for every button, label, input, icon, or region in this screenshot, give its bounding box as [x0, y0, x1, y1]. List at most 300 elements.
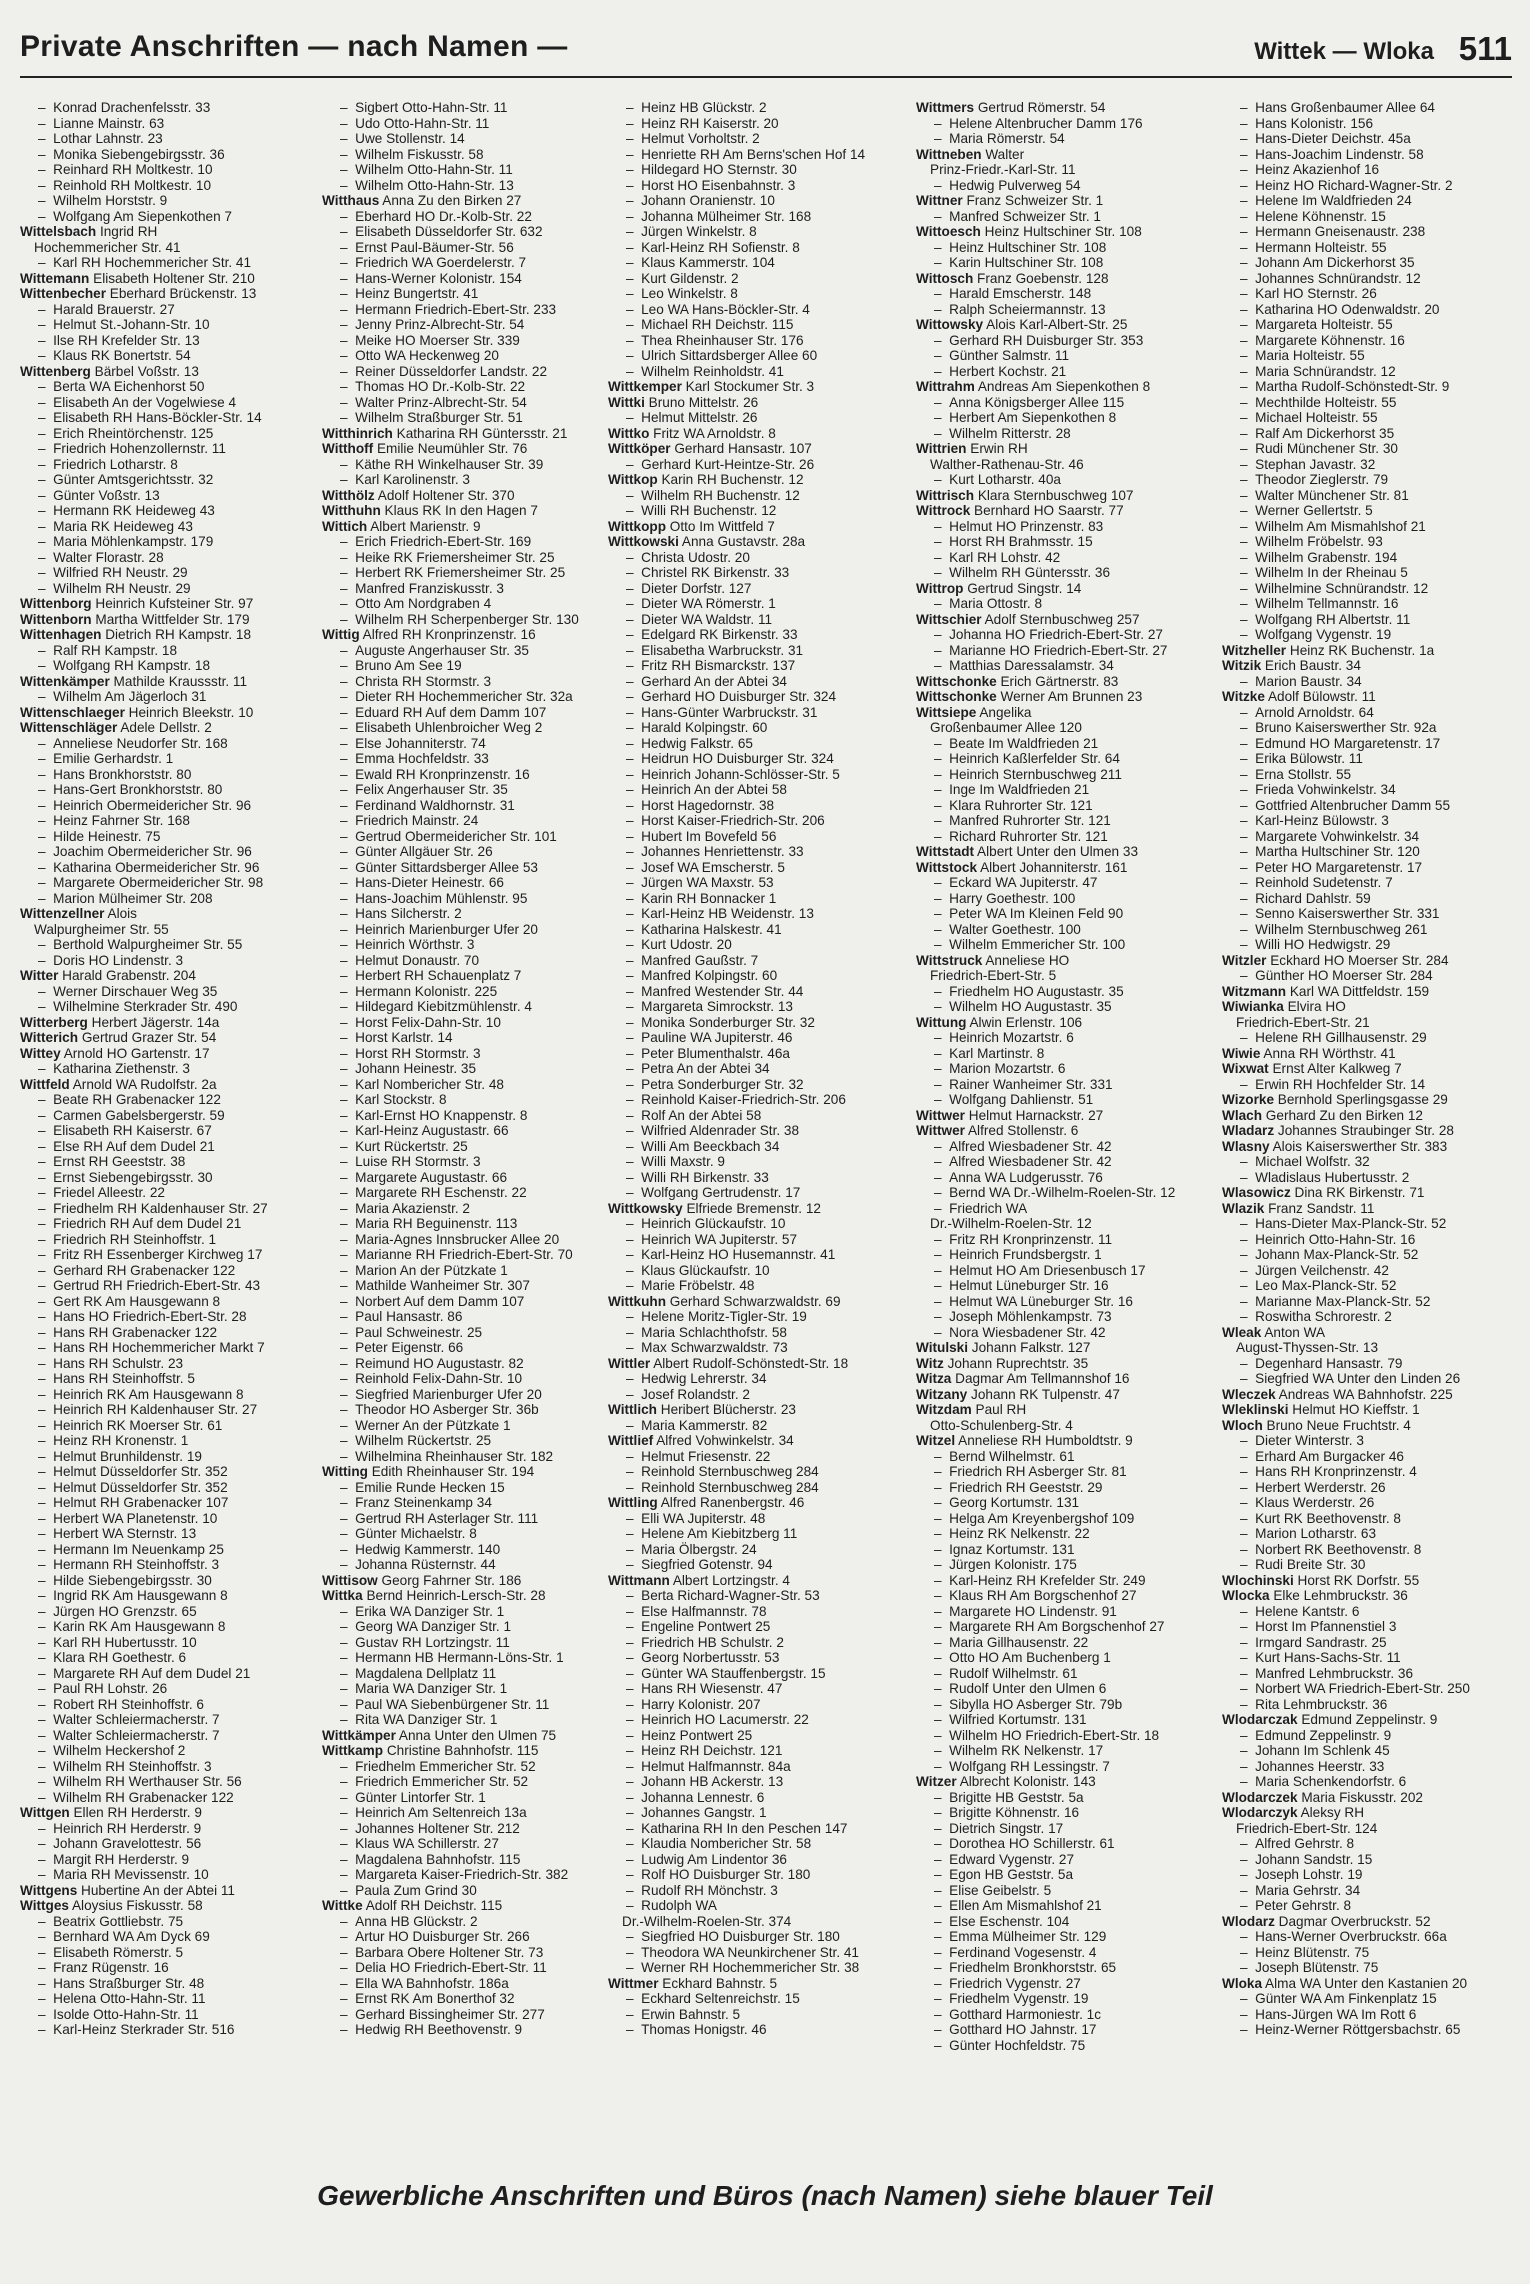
listing-entry: – Helmut HO Am Driesenbusch 17: [916, 1263, 1206, 1279]
listing-entry: – Klaus Glückaufstr. 10: [608, 1263, 898, 1279]
surname-entry: Wittkemper Karl Stockumer Str. 3: [608, 379, 815, 394]
listing-entry: – Hans RH Steinhoffstr. 5: [20, 1371, 310, 1387]
listing-entry: – Friedrich Vygenstr. 27: [916, 1976, 1206, 1992]
listing-entry: – Ernst RK Am Bonerthof 32: [322, 1991, 612, 2007]
surname-entry: Witzheller Heinz RK Buchenstr. 1a: [1222, 642, 1435, 658]
listing-entry: – Magdalena Dellplatz 11: [322, 1666, 612, 1682]
listing-entry: – Wilhelm Fröbelstr. 93: [1222, 534, 1512, 550]
listing-entry: – Horst Karlstr. 14: [322, 1030, 612, 1046]
listing-entry: – Alfred Wiesbadener Str. 42: [916, 1139, 1206, 1155]
listing-entry: – Siegfried Marienburger Ufer 20: [322, 1387, 612, 1403]
listing-entry: – Friedrich WA: [916, 1201, 1206, 1217]
surname-entry: Wlocka Elke Lehmbruckstr. 36: [1222, 1588, 1408, 1603]
listing-entry: – Manfred Schweizer Str. 1: [916, 209, 1206, 225]
listing-continuation: Friedrich-Ebert-Str. 21: [1236, 1014, 1370, 1030]
listing-entry: – Helmut Friesenstr. 22: [608, 1449, 898, 1465]
listing-entry: – Wilhelm Rückertstr. 25: [322, 1433, 612, 1449]
listing-entry: – Helmut Lüneburger Str. 16: [916, 1278, 1206, 1294]
listing-entry: – Manfred Kolpingstr. 60: [608, 968, 898, 984]
listing-continuation: Otto-Schulenberg-Str. 4: [930, 1417, 1073, 1433]
listing-entry: – Josef WA Emscherstr. 5: [608, 860, 898, 876]
listing-entry: – Karin RK Am Hausgewann 8: [20, 1619, 310, 1635]
listing-entry: – Marianne Max-Planck-Str. 52: [1222, 1294, 1512, 1310]
listing-entry: – Siegfried HO Duisburger Str. 180: [608, 1929, 898, 1945]
surname-entry: Wittling Alfred Ranenbergstr. 46: [608, 1495, 805, 1510]
listing-entry: – Wilhelm Emmericher Str. 100: [916, 937, 1206, 953]
listing-entry: – Hedwig Falkstr. 65: [608, 736, 898, 752]
listing-entry: – Ernst Paul-Bäumer-Str. 56: [322, 240, 612, 256]
surname-entry: Wittlief Alfred Vohwinkelstr. 34: [608, 1433, 794, 1448]
listing-entry: – Artur HO Duisburger Str. 266: [322, 1929, 612, 1945]
listing-entry: – Willi Am Beeckbach 34: [608, 1139, 898, 1155]
listing-entry: – Ignaz Kortumstr. 131: [916, 1542, 1206, 1558]
listing-entry: – Wilhelm Reinholdstr. 41: [608, 364, 898, 380]
listing-entry: – Dorothea HO Schillerstr. 61: [916, 1836, 1206, 1852]
listing-entry: – Bernd Wilhelmstr. 61: [916, 1449, 1206, 1465]
listing-entry: – Gerhard Kurt-Heintze-Str. 26: [608, 457, 898, 473]
listing-entry: – Friedrich RH Auf dem Dudel 21: [20, 1216, 310, 1232]
listing-entry: – Theodor Zieglerstr. 79: [1222, 472, 1512, 488]
listing-entry: – Monika Siebengebirgsstr. 36: [20, 147, 310, 163]
listing-entry: – Heinz-Werner Röttgersbachstr. 65: [1222, 2022, 1512, 2038]
listing-entry: – Reinhold RH Moltkestr. 10: [20, 178, 310, 194]
listing-entry: – Erich Friedrich-Ebert-Str. 169: [322, 534, 612, 550]
surname-entry: Wlach Gerhard Zu den Birken 12: [1222, 1107, 1423, 1123]
listing-entry: – Hermann Gneisenaustr. 238: [1222, 224, 1512, 240]
listing-entry: – Peter Gehrstr. 8: [1222, 1898, 1512, 1914]
listing-entry: – Friedhelm Emmericher Str. 52: [322, 1759, 612, 1775]
listing-entry: – Heinz Blütenstr. 75: [1222, 1945, 1512, 1961]
listing-entry: – Klaus Kammerstr. 104: [608, 255, 898, 271]
listing-entry: – Fritz RH Kronprinzenstr. 11: [916, 1232, 1206, 1248]
listing-entry: – Sigbert Otto-Hahn-Str. 11: [322, 100, 612, 116]
listing-entry: – Klaus RK Bonertstr. 54: [20, 348, 310, 364]
listing-entry: – Hans RH Hochemmericher Markt 7: [20, 1340, 310, 1356]
listing-entry: – Walter Schleiermacherstr. 7: [20, 1728, 310, 1744]
listing-entry: – Karl Nombericher Str. 48: [322, 1077, 612, 1093]
listing-entry: – Heinrich Kaßlerfelder Str. 64: [916, 751, 1206, 767]
listing-entry: – Karl-Heinz HB Weidenstr. 13: [608, 906, 898, 922]
listing-entry: – Helmut Donaustr. 70: [322, 953, 612, 969]
listing-entry: – Herbert Kochstr. 21: [916, 364, 1206, 380]
surname-entry: Wittey Arnold HO Gartenstr. 17: [20, 1045, 210, 1061]
listing-entry: – Helmut HO Prinzenstr. 83: [916, 519, 1206, 535]
listing-entry: – Wolfgang Am Siepenkothen 7: [20, 209, 310, 225]
surname-entry: Wittkop Karin RH Buchenstr. 12: [608, 472, 804, 487]
listing-entry: – Inge Im Waldfrieden 21: [916, 782, 1206, 798]
listing-entry: – Heinz RK Nelkenstr. 22: [916, 1526, 1206, 1542]
listing-entry: – Horst Kaiser-Friedrich-Str. 206: [608, 813, 898, 829]
surname-entry: Witulski Johann Falkstr. 127: [916, 1340, 1091, 1355]
listing-entry: – Marianne RH Friedrich-Ebert-Str. 70: [322, 1247, 612, 1263]
listing-entry: – Marion Lotharstr. 63: [1222, 1526, 1512, 1542]
listing-entry: – Friedrich RH Geeststr. 29: [916, 1480, 1206, 1496]
listing-entry: – Magdalena Bahnhofstr. 115: [322, 1852, 612, 1868]
listing-entry: – Helmut Mittelstr. 26: [608, 410, 898, 426]
listing-entry: – Georg WA Danziger Str. 1: [322, 1619, 612, 1635]
listing-entry: – Erika Bülowstr. 11: [1222, 751, 1512, 767]
listing-entry: – Mechthilde Holteistr. 55: [1222, 395, 1512, 411]
surname-entry: Wittenschläger Adele Dellstr. 2: [20, 720, 212, 735]
listing-entry: – Emma Mülheimer Str. 129: [916, 1929, 1206, 1945]
listing-entry: – Willi HO Hedwigstr. 29: [1222, 937, 1512, 953]
listing-entry: – Klara RH Goethestr. 6: [20, 1650, 310, 1666]
listing-entry: – Brigitte Köhnenstr. 16: [916, 1805, 1206, 1821]
listing-entry: – Heinz HO Richard-Wagner-Str. 2: [1222, 178, 1512, 194]
listing-entry: – Hans-Dieter Deichstr. 45a: [1222, 131, 1512, 147]
surname-entry: Wittkuhn Gerhard Schwarzwaldstr. 69: [608, 1293, 841, 1309]
listing-entry: – Heinz RH Kaiserstr. 20: [608, 116, 898, 132]
listing-entry: – Hermann Im Neuenkamp 25: [20, 1542, 310, 1558]
listing-entry: – Margareta Simrockstr. 13: [608, 999, 898, 1015]
listing-entry: – Hans RH Schulstr. 23: [20, 1356, 310, 1372]
listing-entry: – Maria RH Beguinenstr. 113: [322, 1216, 612, 1232]
surname-entry: Wittsiepe Angelika: [916, 704, 1032, 720]
listing-entry: – Willi Maxstr. 9: [608, 1154, 898, 1170]
surname-entry: Witzany Johann RK Tulpenstr. 47: [916, 1386, 1120, 1402]
listing-entry: – Elisabeth An der Vogelwiese 4: [20, 395, 310, 411]
listing-entry: – Wilhelm Horststr. 9: [20, 193, 310, 209]
listing-entry: – Rudolf Unter den Ulmen 6: [916, 1681, 1206, 1697]
listing-entry: – Heinz Fahrner Str. 168: [20, 813, 310, 829]
listing-entry: – Manfred Gaußstr. 7: [608, 953, 898, 969]
listing-entry: – Margit RH Herderstr. 9: [20, 1852, 310, 1868]
listing-entry: – Gustav RH Lortzingstr. 11: [322, 1635, 612, 1651]
listing-entry: – Gertrud Obermeidericher Str. 101: [322, 829, 612, 845]
listing-entry: – Christa RH Stormstr. 3: [322, 674, 612, 690]
listing-entry: – Franz Rügenstr. 16: [20, 1960, 310, 1976]
listing-entry: – Friedrich RH Asberger Str. 81: [916, 1464, 1206, 1480]
surname-entry: Wittgen Ellen RH Herderstr. 9: [20, 1805, 202, 1820]
listing-entry: – Katharina RH In den Peschen 147: [608, 1821, 898, 1837]
listing-entry: – Walter Goethestr. 100: [916, 922, 1206, 938]
listing-entry: – Reimund HO Augustastr. 82: [322, 1356, 612, 1372]
listing-entry: – Hans HO Friedrich-Ebert-Str. 28: [20, 1309, 310, 1325]
listing-entry: – Elisabeth Römerstr. 5: [20, 1945, 310, 1961]
listing-entry: – Paul WA Siebenbürgener Str. 11: [322, 1697, 612, 1713]
listing-entry: – Josef Rolandstr. 2: [608, 1387, 898, 1403]
listing-entry: – Margarete Augustastr. 66: [322, 1170, 612, 1186]
listing-entry: – Wilhelm Otto-Hahn-Str. 13: [322, 178, 612, 194]
listing-entry: – Friedrich Lotharstr. 8: [20, 457, 310, 473]
listing-entry: – Marion An der Pützkate 1: [322, 1263, 612, 1279]
surname-entry: Wittmer Eckhard Bahnstr. 5: [608, 1975, 778, 1991]
listing-entry: – Günter Sittardsberger Allee 53: [322, 860, 612, 876]
listing-entry: – Eckhard Seltenreichstr. 15: [608, 1991, 898, 2007]
listing-entry: – Michael Holteistr. 55: [1222, 410, 1512, 426]
listing-entry: – Christel RK Birkenstr. 33: [608, 565, 898, 581]
listing-continuation: Großenbaumer Allee 120: [930, 720, 1082, 735]
listing-entry: – Edmund HO Margaretenstr. 17: [1222, 736, 1512, 752]
listing-entry: – Wolfgang RH Lessingstr. 7: [916, 1759, 1206, 1775]
listing-entry: – Beate Im Waldfrieden 21: [916, 736, 1206, 752]
surname-entry: Witthuhn Klaus RK In den Hagen 7: [322, 503, 538, 518]
surname-entry: Wittwer Alfred Stollenstr. 6: [916, 1123, 1079, 1138]
surname-entry: Wlodarz Dagmar Overbruckstr. 52: [1222, 1913, 1431, 1929]
listing-entry: – Emilie Gerhardstr. 1: [20, 751, 310, 767]
listing-entry: – Emma Hochfeldstr. 33: [322, 751, 612, 767]
listing-entry: – Jürgen Kolonistr. 175: [916, 1557, 1206, 1573]
listing-entry: – Helga Am Kreyenbergshof 109: [916, 1511, 1206, 1527]
surname-entry: Wizorke Bernhold Sperlingsgasse 29: [1222, 1092, 1448, 1107]
listing-entry: – Hans Kolonistr. 156: [1222, 116, 1512, 132]
listing-entry: – Georg Norbertusstr. 53: [608, 1650, 898, 1666]
listing-entry: – Meike HO Moerser Str. 339: [322, 333, 612, 349]
listing-entry: – Erwin Bahnstr. 5: [608, 2007, 898, 2023]
listing-entry: – Wilhelm In der Rheinau 5: [1222, 565, 1512, 581]
listing-entry: – Günter Voßstr. 13: [20, 488, 310, 504]
surname-entry: Wittschonke Erich Gärtnerstr. 83: [916, 673, 1119, 689]
listing-entry: – Margarete RH Am Borgschenhof 27: [916, 1619, 1206, 1635]
listing-entry: – Friedrich RH Steinhoffstr. 1: [20, 1232, 310, 1248]
listing-entry: – Lianne Mainstr. 63: [20, 116, 310, 132]
listing-entry: – Helmut RH Grabenacker 107: [20, 1495, 310, 1511]
listing-entry: – Maria Gehrstr. 34: [1222, 1883, 1512, 1899]
listing-entry: – Thomas HO Dr.-Kolb-Str. 22: [322, 379, 612, 395]
listing-entry: – Werner RH Hochemmericher Str. 38: [608, 1960, 898, 1976]
listing-entry: – Wilhelm RH Buchenstr. 12: [608, 488, 898, 504]
surname-entry: Wittosch Franz Goebenstr. 128: [916, 270, 1109, 286]
listing-entry: – Klaus Werderstr. 26: [1222, 1495, 1512, 1511]
listing-entry: – Günter WA Am Finkenplatz 15: [1222, 1991, 1512, 2007]
listing-entry: – Gerhard RH Duisburger Str. 353: [916, 333, 1206, 349]
listing-entry: – Maria Holteistr. 55: [1222, 348, 1512, 364]
listing-entry: – Matthias Daressalamstr. 34: [916, 658, 1206, 674]
listing-entry: – Paul Schweinestr. 25: [322, 1325, 612, 1341]
listing-entry: – Wilhelm Ritterstr. 28: [916, 426, 1206, 442]
listing-entry: – Wilhelm Sternbuschweg 261: [1222, 922, 1512, 938]
listing-entry: – Maria Gillhausenstr. 22: [916, 1635, 1206, 1651]
listing-entry: – Siegfried Gotenstr. 94: [608, 1557, 898, 1573]
listing-entry: – Ralf RH Kampstr. 18: [20, 643, 310, 659]
listing-entry: – Sibylla HO Asberger Str. 79b: [916, 1697, 1206, 1713]
listing-entry: – Helene Am Kiebitzberg 11: [608, 1526, 898, 1542]
listing-entry: – Hans-Gert Bronkhorststr. 80: [20, 782, 310, 798]
listing-entry: – Maria Ölbergstr. 24: [608, 1542, 898, 1558]
listing-entry: – Karl-Heinz Bülowstr. 3: [1222, 813, 1512, 829]
surname-entry: Wlodarczak Edmund Zeppelinstr. 9: [1222, 1712, 1438, 1727]
listing-entry: – Harald Brauerstr. 27: [20, 302, 310, 318]
listing-entry: – Heinrich Glückaufstr. 10: [608, 1216, 898, 1232]
listing-entry: – Rainer Wanheimer Str. 331: [916, 1077, 1206, 1093]
surname-entry: Wittstadt Albert Unter den Ulmen 33: [916, 844, 1138, 859]
listing-entry: – Robert RH Steinhoffstr. 6: [20, 1697, 310, 1713]
listing-entry: – Wilhelm RH Steinhoffstr. 3: [20, 1759, 310, 1775]
listing-entry: – Heinz RH Deichstr. 121: [608, 1743, 898, 1759]
listing-entry: – Ulrich Sittardsberger Allee 60: [608, 348, 898, 364]
listing-entry: – Margareta Kaiser-Friedrich-Str. 382: [322, 1867, 612, 1883]
listing-entry: – Heidrun HO Duisburger Str. 324: [608, 751, 898, 767]
listing-entry: – Horst RH Brahmsstr. 15: [916, 534, 1206, 550]
surname-entry: Wittenborg Heinrich Kufsteiner Str. 97: [20, 596, 254, 611]
listing-entry: – Helene RH Gillhausenstr. 29: [1222, 1030, 1512, 1046]
listing-entry: – Harry Goethestr. 100: [916, 891, 1206, 907]
listing-entry: – Jürgen Veilchenstr. 42: [1222, 1263, 1512, 1279]
listing-entry: – Paul Hansastr. 86: [322, 1309, 612, 1325]
listing-entry: – Otto Am Nordgraben 4: [322, 596, 612, 612]
listing-entry: – Else Eschenstr. 104: [916, 1914, 1206, 1930]
listing-entry: – Thomas Honigstr. 46: [608, 2022, 898, 2038]
surname-entry: Wittköper Gerhard Hansastr. 107: [608, 441, 812, 456]
listing-entry: – Norbert RK Beethovenstr. 8: [1222, 1542, 1512, 1558]
listing-entry: – Lothar Lahnstr. 23: [20, 131, 310, 147]
listing-entry: – Gertrud RH Friedrich-Ebert-Str. 43: [20, 1278, 310, 1294]
listing-entry: – Herbert RH Schauenplatz 7: [322, 968, 612, 984]
listing-entry: – Reinhold Felix-Dahn-Str. 10: [322, 1371, 612, 1387]
listing-entry: – Heinz Pontwert 25: [608, 1728, 898, 1744]
listing-entry: – Henriette RH Am Berns'schen Hof 14: [608, 147, 898, 163]
listing-entry: – Isolde Otto-Hahn-Str. 11: [20, 2007, 310, 2023]
listing-entry: – Hermann HB Hermann-Löns-Str. 1: [322, 1650, 612, 1666]
surname-entry: Witthoff Emilie Neumühler Str. 76: [322, 441, 528, 456]
listing-entry: – Walter Prinz-Albrecht-Str. 54: [322, 395, 612, 411]
surname-entry: Wittke Adolf RH Deichstr. 115: [322, 1898, 503, 1913]
listing-entry: – Helmut St.-Johann-Str. 10: [20, 317, 310, 333]
listing-entry: – Wolfgang RH Albertstr. 11: [1222, 612, 1512, 628]
listing-entry: – Theodor HO Asberger Str. 36b: [322, 1402, 612, 1418]
listing-entry: – Paul RH Lohstr. 26: [20, 1681, 310, 1697]
listing-entry: – Senno Kaiserswerther Str. 331: [1222, 906, 1512, 922]
listing-entry: – Wolfgang RH Kampstr. 18: [20, 658, 310, 674]
surname-entry: Wittka Bernd Heinrich-Lersch-Str. 28: [322, 1588, 546, 1603]
listing-entry: – Käthe RH Winkelhauser Str. 39: [322, 457, 612, 473]
listing-entry: – Norbert Auf dem Damm 107: [322, 1294, 612, 1310]
surname-entry: Wittich Albert Marienstr. 9: [322, 518, 481, 534]
listing-entry: – Heinrich An der Abtei 58: [608, 782, 898, 798]
listing-entry: – Heinrich Otto-Hahn-Str. 16: [1222, 1232, 1512, 1248]
listing-entry: – Friedhelm Vygenstr. 19: [916, 1991, 1206, 2007]
surname-entry: Witthinrich Katharina RH Güntersstr. 21: [322, 425, 568, 441]
listing-entry: – Marianne HO Friedrich-Ebert-Str. 27: [916, 643, 1206, 659]
listing-entry: – Engeline Pontwert 25: [608, 1619, 898, 1635]
listing-entry: – Johanna Rüsternstr. 44: [322, 1557, 612, 1573]
listing-entry: – Martha Rudolf-Schönstedt-Str. 9: [1222, 379, 1512, 395]
listing-entry: – Reinhold Sternbuschweg 284: [608, 1464, 898, 1480]
listing-entry: – Friedrich Mainstr. 24: [322, 813, 612, 829]
listing-entry: – Hilde Siebengebirgsstr. 30: [20, 1573, 310, 1589]
listing-entry: – Siegfried WA Unter den Linden 26: [1222, 1371, 1512, 1387]
surname-entry: Wittenzellner Alois: [20, 906, 137, 921]
listing-entry: – Richard Dahlstr. 59: [1222, 891, 1512, 907]
listing-entry: – Katharina Ziethenstr. 3: [20, 1061, 310, 1077]
listing-entry: – Dietrich Singstr. 17: [916, 1821, 1206, 1837]
surname-entry: Wittki Bruno Mittelstr. 26: [608, 394, 759, 410]
listing-entry: – Friedrich WA Goerdelerstr. 7: [322, 255, 612, 271]
listing-entry: – Johanna HO Friedrich-Ebert-Str. 27: [916, 627, 1206, 643]
listing-entry: – Kurt Lotharstr. 40a: [916, 472, 1206, 488]
listing-entry: – Delia HO Friedrich-Ebert-Str. 11: [322, 1960, 612, 1976]
listing-entry: – Norbert WA Friedrich-Ebert-Str. 250: [1222, 1681, 1512, 1697]
listing-entry: – Petra Sonderburger Str. 32: [608, 1077, 898, 1093]
listing-entry: – Hans RH Wiesenstr. 47: [608, 1681, 898, 1697]
listing-entry: – Bernd WA Dr.-Wilhelm-Roelen-Str. 12: [916, 1185, 1206, 1201]
listing-entry: – Ewald RH Kronprinzenstr. 16: [322, 767, 612, 783]
listing-entry: – Reiner Düsseldorfer Landstr. 22: [322, 364, 612, 380]
surname-entry: Wittenberg Bärbel Voßstr. 13: [20, 363, 199, 379]
listing-entry: – Johannes Schnürandstr. 12: [1222, 271, 1512, 287]
listing-entry: – Anna Königsberger Allee 115: [916, 395, 1206, 411]
listing-entry: – Reinhard RH Moltkestr. 10: [20, 162, 310, 178]
listing-entry: – Wilhelm Am Jägerloch 31: [20, 689, 310, 705]
listing-entry: – Beate RH Grabenacker 122: [20, 1092, 310, 1108]
surname-entry: Wlazik Franz Sandstr. 11: [1222, 1200, 1375, 1216]
listing-entry: – Heinz Hultschiner Str. 108: [916, 240, 1206, 256]
listing-entry: – Horst Im Pfannenstiel 3: [1222, 1619, 1512, 1635]
surname-entry: Witthölz Adolf Holtener Str. 370: [322, 487, 515, 503]
surname-entry: Wittkowsky Elfriede Bremenstr. 12: [608, 1200, 821, 1216]
surname-entry: Wittenborn Martha Wittfelder Str. 179: [20, 611, 250, 627]
surname-entry: Witterberg Herbert Jägerstr. 14a: [20, 1014, 220, 1030]
listing-entry: – Maria Kammerstr. 82: [608, 1418, 898, 1434]
listing-entry: – Emilie Runde Hecken 15: [322, 1480, 612, 1496]
listing-entry: – Hermann RK Heideweg 43: [20, 503, 310, 519]
listing-entry: – Gotthard Harmoniestr. 1c: [916, 2007, 1206, 2023]
listing-entry: – Theodora WA Neunkirchener Str. 41: [608, 1945, 898, 1961]
listing-entry: – Konrad Drachenfelsstr. 33: [20, 100, 310, 116]
listing-entry: – Helmut Düsseldorfer Str. 352: [20, 1480, 310, 1496]
surname-entry: Wittler Albert Rudolf-Schönstedt-Str. 18: [608, 1355, 849, 1371]
listing-entry: – Maria Schenkendorfstr. 6: [1222, 1774, 1512, 1790]
listing-entry: – Christa Udostr. 20: [608, 550, 898, 566]
listing-entry: – Harry Kolonistr. 207: [608, 1697, 898, 1713]
listing-entry: – Dieter RH Hochemmericher Str. 32a: [322, 689, 612, 705]
listing-entry: – Heinrich HO Lacumerstr. 22: [608, 1712, 898, 1728]
listing-entry: – Ferdinand Vogesenstr. 4: [916, 1945, 1206, 1961]
listing-columns: [20, 100, 1520, 2160]
listing-entry: – Manfred Franziskusstr. 3: [322, 581, 612, 597]
listing-entry: – Johann HB Ackerstr. 13: [608, 1774, 898, 1790]
listing-entry: – Klaudia Nombericher Str. 58: [608, 1836, 898, 1852]
listing-entry: – Wilhelm RH Güntersstr. 36: [916, 565, 1206, 581]
listing-entry: – Karin RH Bonnacker 1: [608, 891, 898, 907]
listing-entry: – Leo WA Hans-Böckler-Str. 4: [608, 302, 898, 318]
listing-continuation: Dr.-Wilhelm-Roelen-Str. 12: [930, 1216, 1092, 1231]
listing-entry: – Heinrich Mozartstr. 6: [916, 1030, 1206, 1046]
surname-entry: Witter Harald Grabenstr. 204: [20, 968, 196, 983]
listing-entry: – Heinrich Johann-Schlösser-Str. 5: [608, 767, 898, 783]
listing-entry: – Hans RH Grabenacker 122: [20, 1325, 310, 1341]
listing-entry: – Paula Zum Grind 30: [322, 1883, 612, 1899]
listing-entry: – Fritz RH Essenberger Kirchweg 17: [20, 1247, 310, 1263]
listing-entry: – Hans Straßburger Str. 48: [20, 1976, 310, 1992]
listing-continuation: Dr.-Wilhelm-Roelen-Str. 374: [622, 1913, 792, 1929]
listing-entry: – Hermann Kolonistr. 225: [322, 984, 612, 1000]
listing-entry: – Roswitha Schrorestr. 2: [1222, 1309, 1512, 1325]
listing-entry: – Karl-Heinz Sterkrader Str. 516: [20, 2022, 310, 2038]
listing-entry: – Berta WA Eichenhorst 50: [20, 379, 310, 395]
listing-entry: – Gerhard An der Abtei 34: [608, 674, 898, 690]
listing-entry: – Ralf Am Dickerhorst 35: [1222, 426, 1512, 442]
listing-entry: – Rudolf RH Mönchstr. 3: [608, 1883, 898, 1899]
surname-entry: Witzdam Paul RH: [916, 1402, 1027, 1417]
surname-entry: Witza Dagmar Am Tellmannshof 16: [916, 1371, 1130, 1386]
listing-entry: – Uwe Stollenstr. 14: [322, 131, 612, 147]
listing-entry: – Heinrich Frundsbergstr. 1: [916, 1247, 1206, 1263]
page-number: 511: [1458, 30, 1512, 67]
listing-entry: – Dieter Winterstr. 3: [1222, 1433, 1512, 1449]
listing-entry: – Maria Schlachthofstr. 58: [608, 1325, 898, 1341]
surname-entry: Witzke Adolf Bülowstr. 11: [1222, 689, 1376, 704]
listing-entry: – Ilse RH Krefelder Str. 13: [20, 333, 310, 349]
listing-entry: – Ludwig Am Lindentor 36: [608, 1852, 898, 1868]
listing-entry: – Joachim Obermeidericher Str. 96: [20, 844, 310, 860]
listing-entry: – Heinrich RH Kaldenhauser Str. 27: [20, 1402, 310, 1418]
listing-entry: – Gerhard HO Duisburger Str. 324: [608, 689, 898, 705]
listing-entry: – Gottfried Altenbrucher Damm 55: [1222, 798, 1512, 814]
page-title: Private Anschriften — nach Namen —: [20, 30, 568, 63]
listing-entry: – Harald Emscherstr. 148: [916, 286, 1206, 302]
surname-entry: Wittig Alfred RH Kronprinzenstr. 16: [322, 627, 536, 642]
